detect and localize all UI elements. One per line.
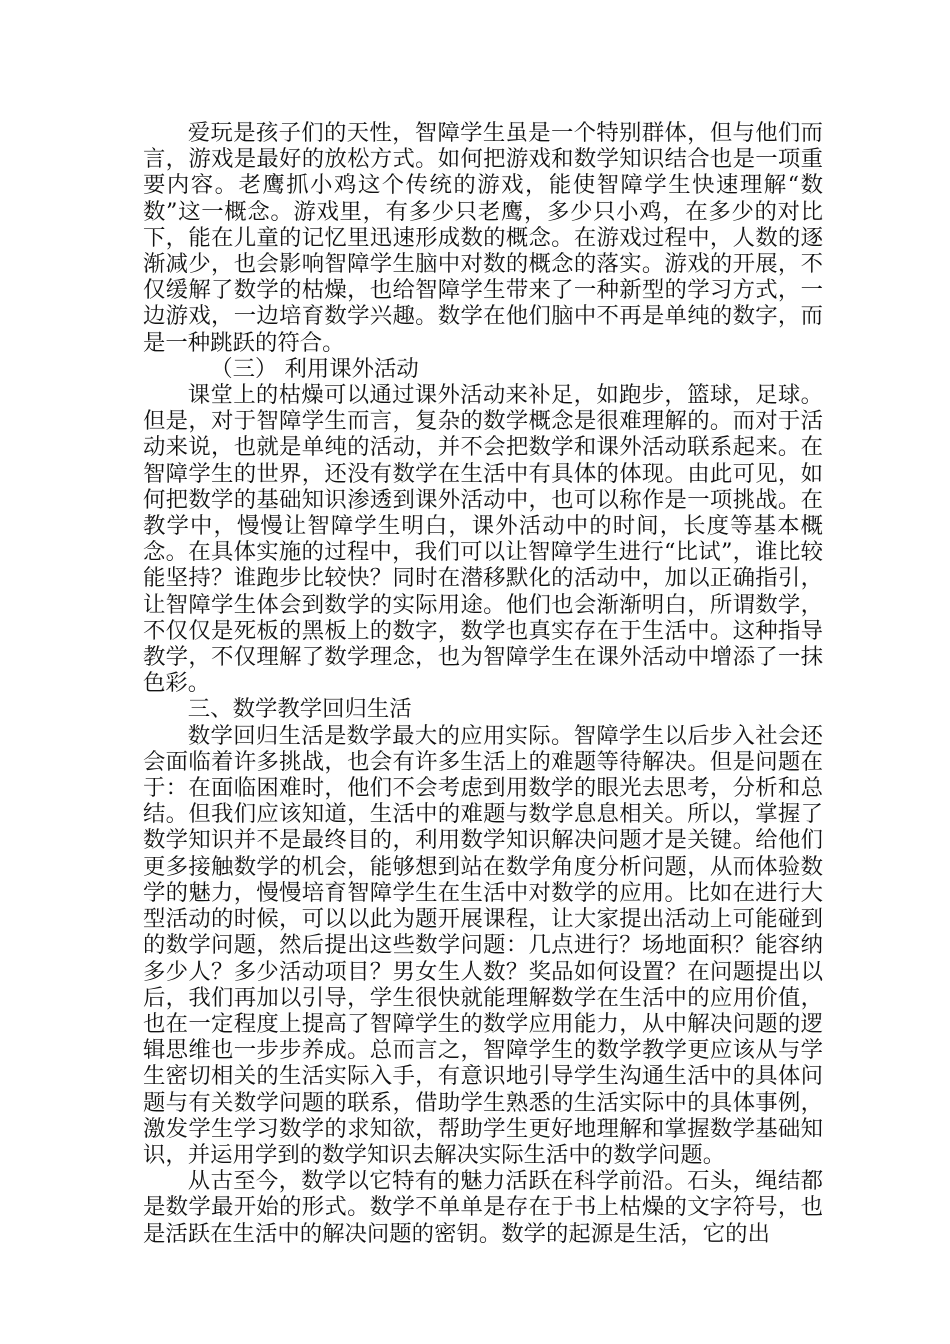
document-body xyxy=(143,120,823,1247)
paragraph-games: 爱玩是孩子们的天性，智障学生虽是一个特别群体，但与他们而言，游戏是最好的放松方式。如何把游戏和数学知识结合也是一项重要内容。老鹰抓小鸡这个传统的游戏，能使智障学生快速理解“数数”这一概念。游戏里，有多少只老鹰，多少只小鸡，在多少的对比下，能在儿童的记忆里迅速形成数的概念。在游戏过程中，人数的逐渐减少，也会影响智障学生脑中对数的概念的落实。游戏的开展，不仅缓解了数学的枯燥，也给智障学生带来了一种新型的学习方式，一边游戏，一边培育数学兴趣。数学在他们脑中不再是单纯的数字，而是一种跳跃的符合。 xyxy=(143,120,823,356)
paragraph-extracurricular: 课堂上的枯燥可以通过课外活动来补足，如跑步，篮球，足球。但是，对于智障学生而言，复杂的数学概念是很难理解的。而对于活动来说，也就是单纯的活动，并不会把数学和课外活动联系起来。在智障学生的世界，还没有数学在生活中有具体的体现。由此可见，如何把数学的基础知识渗透到课外活动中，也可以称作是一项挑战。在教学中，慢慢让智障学生明白，课外活动中的时间，长度等基本概念。在具体实施的过程中，我们可以让智障学生进行“比试”，谁比较能坚持？谁跑步比较快？同时在潜移默化的活动中，加以正确指引，让智障学生体会到数学的实际用途。他们也会渐渐明白，所谓数学，不仅仅是死板的黑板上的数字，数学也真实存在于生活中。这种指导教学，不仅理解了数学理念，也为智障学生在课外活动中增添了一抹色彩。 xyxy=(143,382,823,697)
paragraph-return-to-life: 数学回归生活是数学最大的应用实际。智障学生以后步入社会还会面临着许多挑战，也会有许多生活上的难题等待解决。但是问题在于：在面临困难时，他们不会考虑到用数学的眼光去思考，分析和总结。但我们应该知道，生活中的难题与数学息息相关。所以，掌握了数学知识并不是最终目的，利用数学知识解决问题才是关键。给他们更多接触数学的机会，能够想到站在数学角度分析问题，从而体验数学的魅力，慢慢培育智障学生在生活中对数学的应用。比如在进行大型活动的时候，可以以此为题开展课程，让大家提出活动上可能碰到的数学问题，然后提出这些数学问题：几点进行？场地面积？能容纳多少人？多少活动项目？男女生人数？奖品如何设置？在问题提出以后，我们再加以引导，学生很快就能理解数学在生活中的应用价值，也在一定程度上提高了智障学生的数学应用能力，从中解决问题的逻辑思维也一步步养成。总而言之，智障学生的数学教学更应该从与学生密切相关的生活实际入手，有意识地引导学生沟通生活中的具体问题与有关数学问题的联系，借助学生熟悉的生活实际中的具体事例，激发学生学习数学的求知欲，帮助学生更好地理解和掌握数学基础知识，并运用学到的数学知识去解决实际生活中的数学问题。 xyxy=(143,722,823,1168)
subheading-extracurricular: （三） 利用课外活动 xyxy=(210,355,419,382)
section-heading-return-to-life: 三、数学教学回归生活 xyxy=(187,696,412,723)
paragraph-since-ancient-times: 从古至今，数学以它特有的魅力活跃在科学前沿。石头，绳结都是数学最开始的形式。数学不单单是存在于书上枯燥的文字符号，也是活跃在生活中的解决问题的密钥。数学的起源是生活，它的出 xyxy=(143,1168,823,1247)
